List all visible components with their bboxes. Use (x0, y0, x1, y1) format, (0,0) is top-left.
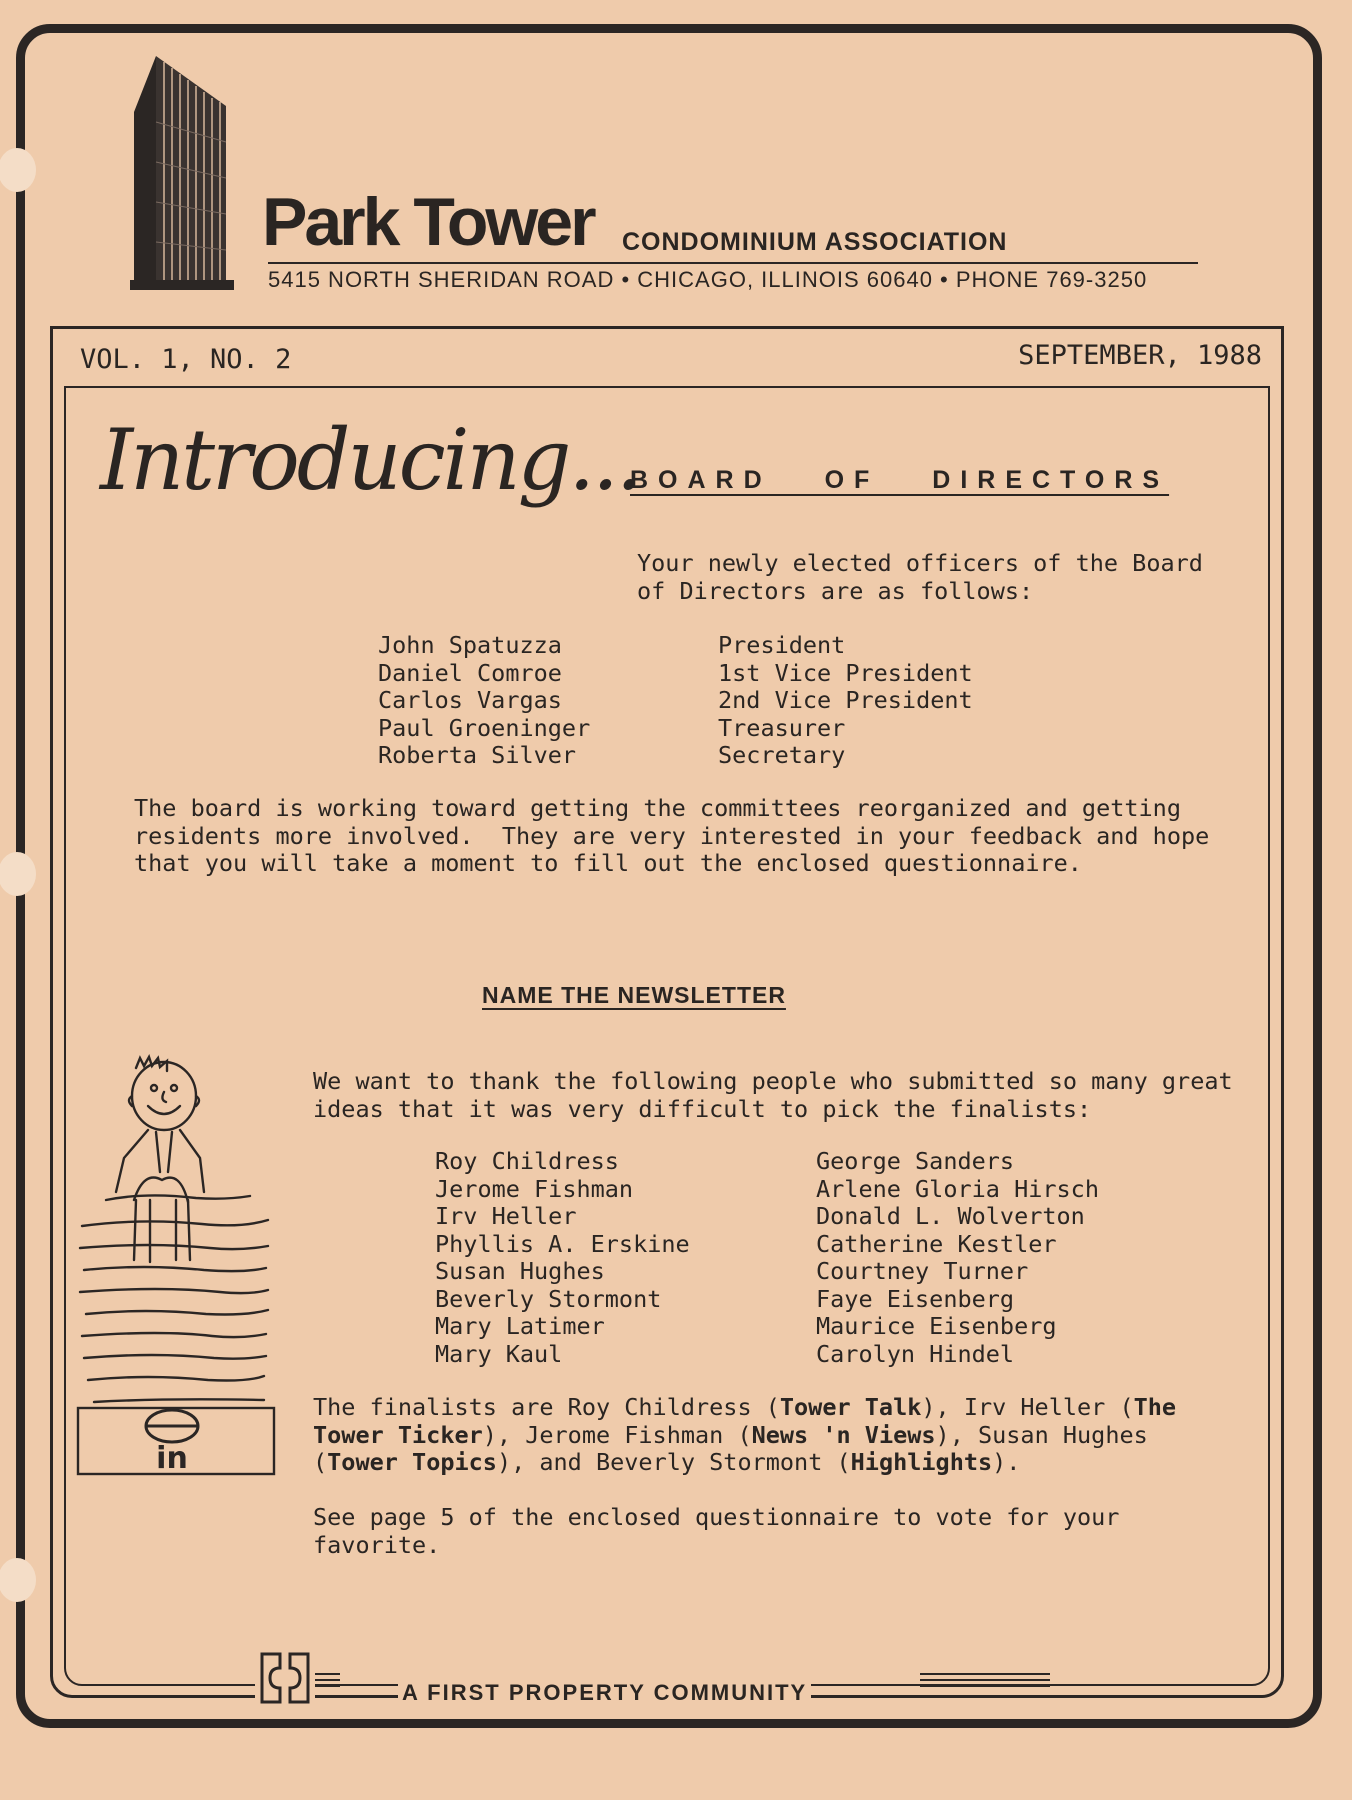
board-title: BOARD OF DIRECTORS (630, 466, 1170, 494)
submitter-name: Jerome Fishman (435, 1174, 634, 1203)
issue-volume: VOL. 1, NO. 2 (80, 344, 292, 375)
submitter-name: Irv Heller (435, 1202, 577, 1230)
finalist-title: Tower Topics (327, 1448, 497, 1476)
officer-role: President (718, 631, 846, 659)
brand-name: Park Tower (262, 184, 594, 260)
finalist-title: The (1133, 1393, 1177, 1421)
board-lead: Your newly elected officers of the Board of Directors are as follows: (637, 549, 1203, 605)
finalist-title: Highlights (850, 1448, 993, 1476)
thanks-paragraph: We want to thank the following people who submitted so many great ideas that it was very difficult to pick the finalists: (313, 1067, 1233, 1123)
brand-subtitle: CONDOMINIUM ASSOCIATION (622, 228, 1008, 256)
officer-name: Daniel Comroe (378, 658, 562, 687)
submitter-name: Maurice Eisenberg (816, 1312, 1057, 1340)
vote-paragraph: See page 5 of the enclosed questionnaire to vote for your favorite. (313, 1503, 1120, 1559)
officer-role: 2nd Vice President (718, 686, 973, 714)
officer-names (378, 632, 590, 770)
officer-name: John Spatuzza (378, 631, 562, 659)
board-body: The board is working toward getting the committees reorganized and getting residents more involved. They are very interested in your feedback and hope that you will take a moment to fill out the enclosed questionnaire. (134, 794, 1210, 877)
issue-date: SEPTEMBER, 1988 (1018, 340, 1262, 371)
address-line: 5415 NORTH SHERIDAN ROAD • CHICAGO, ILLINOIS 60640 • PHONE 769-3250 (268, 267, 1148, 292)
names-column-left (435, 1148, 690, 1368)
submitter-name: Phyllis A. Erskine (435, 1229, 690, 1258)
submitter-name: Mary Kaul (435, 1339, 563, 1368)
newsletter-title: NAME THE NEWSLETTER (482, 982, 786, 1008)
finalist-title: News 'n Views (751, 1420, 936, 1449)
submitter-name: Beverly Stormont (435, 1284, 662, 1313)
introducing-heading: Introducing... (100, 411, 640, 509)
submitter-name: Roy Childress (435, 1147, 619, 1175)
submitter-name: George Sanders (816, 1147, 1015, 1175)
officer-role: 1st Vice President (718, 658, 973, 687)
officer-role: Treasurer (718, 713, 846, 742)
officer-name: Carlos Vargas (378, 686, 562, 714)
finalist-title: Tower Talk (779, 1393, 922, 1421)
names-column-right (816, 1148, 1099, 1368)
footer-tagline: A FIRST PROPERTY COMMUNITY (398, 1682, 811, 1704)
officer-role: Secretary (718, 741, 846, 769)
cartoon-label: in (156, 1441, 188, 1476)
submitter-name: Courtney Turner (816, 1257, 1029, 1285)
header-rule (268, 262, 1198, 264)
finalist-title: Tower Ticker (313, 1420, 483, 1449)
submitter-name: Donald L. Wolverton (816, 1202, 1085, 1230)
submitter-name: Susan Hughes (435, 1257, 605, 1285)
submitter-name: Arlene Gloria Hirsch (816, 1174, 1099, 1203)
submitter-name: Carolyn Hindel (816, 1339, 1015, 1368)
first-property-logo-icon (254, 1648, 316, 1708)
submitter-name: Catherine Kestler (816, 1229, 1057, 1258)
officer-roles (718, 632, 973, 770)
cartoon-reader-illustration (76, 1050, 278, 1480)
submitter-name: Faye Eisenberg (816, 1284, 1015, 1313)
tower-building-icon (130, 52, 236, 292)
finalists-paragraph: The finalists are Roy Childress (Tower Talk), Irv Heller (The Tower Ticker), Jerome Fishman (News 'n Views), Susan Hughes (Tower Topics), and Beverly Stormont (Highlights). (313, 1393, 1177, 1476)
officer-name: Paul Groeninger (378, 713, 591, 742)
submitter-name: Mary Latimer (435, 1312, 605, 1340)
officer-name: Roberta Silver (378, 741, 577, 769)
